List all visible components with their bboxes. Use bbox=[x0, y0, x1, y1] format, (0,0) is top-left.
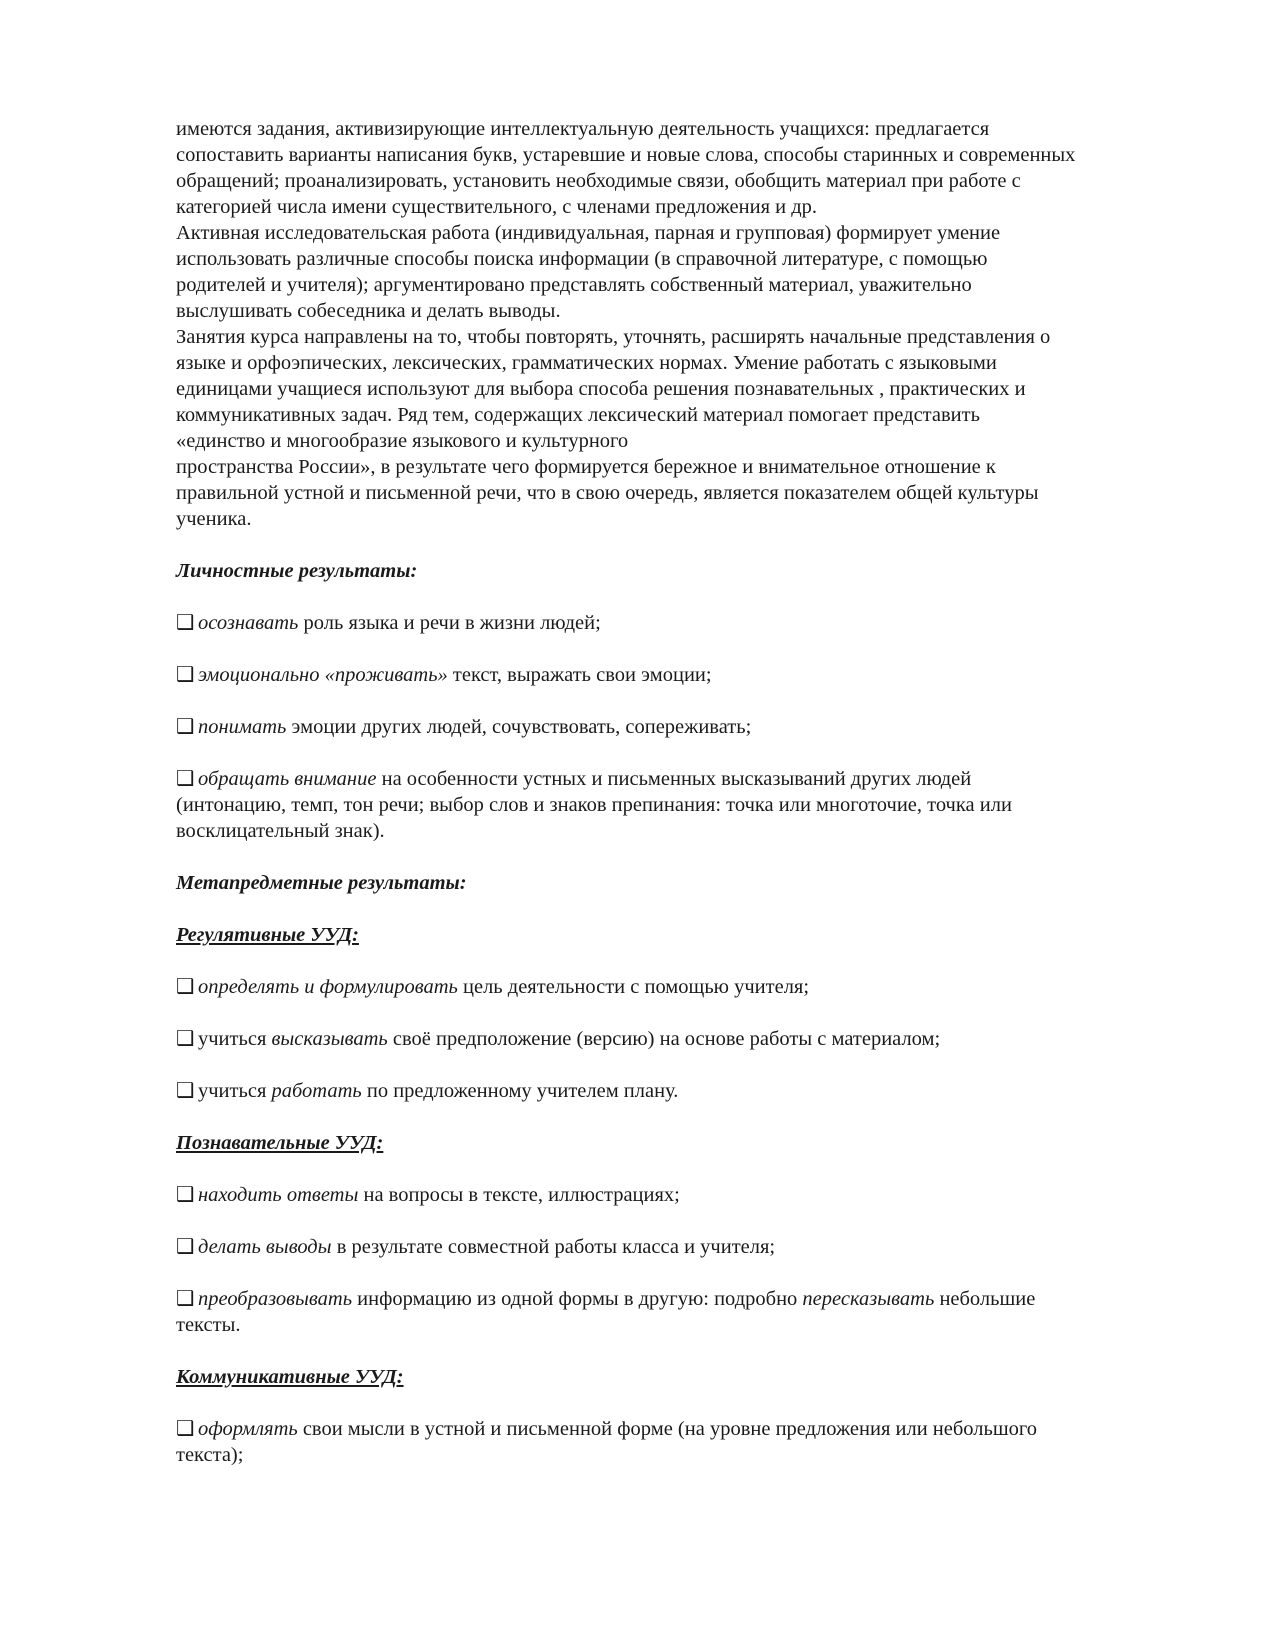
item-emphasis: делать выводы bbox=[198, 1236, 332, 1258]
text-line: имеются задания, активизирующие интеллектуальную деятельность учащихся: предлагается bbox=[176, 118, 990, 140]
item-emphasis: определять и формулировать bbox=[198, 976, 458, 998]
document-page bbox=[176, 116, 1186, 1468]
text-line: Активная исследовательская работа (индивидуальная, парная и групповая) формирует умение bbox=[176, 222, 1001, 244]
item-prefix: учиться bbox=[198, 1028, 272, 1050]
item-text: текст, выражать свои эмоции; bbox=[447, 664, 712, 686]
item-text: своё предположение (версию) на основе работы с материалом; bbox=[387, 1028, 941, 1050]
checkbox-bullet-icon: ❑ bbox=[176, 716, 195, 738]
item-emphasis: пересказывать bbox=[802, 1288, 935, 1310]
item-emphasis: работать bbox=[271, 1080, 362, 1102]
text-line: сопоставить варианты написания букв, устаревшие и новые слова, способы старинных и современных bbox=[176, 144, 1076, 166]
item-continuation: текста); bbox=[176, 1444, 244, 1466]
text-line: родителей и учителя); аргументировано представлять собственный материал, уважительно bbox=[176, 274, 972, 296]
text-line: обращений; проанализировать, установить необходимые связи, обобщить материал при работе с bbox=[176, 170, 1021, 192]
checkbox-bullet-icon: ❑ bbox=[176, 1080, 195, 1102]
communicative-heading: Коммуникативные УУД: bbox=[176, 1366, 404, 1388]
text-line: категорией числа имени существительного, с членами предложения и др. bbox=[176, 196, 818, 218]
item-emphasis: высказывать bbox=[271, 1028, 388, 1050]
item-emphasis: обращать внимание bbox=[198, 768, 377, 790]
item-text: на вопросы в тексте, иллюстрациях; bbox=[358, 1184, 680, 1206]
item-text: по предложенному учителем плану. bbox=[361, 1080, 679, 1102]
item-text: в результате совместной работы класса и учителя; bbox=[331, 1236, 776, 1258]
item-emphasis: понимать bbox=[198, 716, 287, 738]
item-text: эмоции других людей, сочувствовать, сопереживать; bbox=[286, 716, 752, 738]
item-text: небольшие bbox=[934, 1288, 1036, 1310]
list-item bbox=[176, 714, 1186, 740]
list-item bbox=[176, 1078, 1186, 1104]
item-emphasis: эмоционально «проживать» bbox=[198, 664, 448, 686]
list-item bbox=[176, 1234, 1186, 1260]
checkbox-bullet-icon: ❑ bbox=[176, 1418, 195, 1440]
item-continuation: (интонацию, темп, тон речи; выбор слов и знаков препинания: точка или многоточие, точка или bbox=[176, 794, 1012, 816]
list-item bbox=[176, 662, 1186, 688]
text-line: использовать различные способы поиска информации (в справочной литературе, с помощью bbox=[176, 248, 988, 270]
item-continuation: тексты. bbox=[176, 1314, 241, 1336]
item-text: информацию из одной формы в другую: подробно bbox=[352, 1288, 803, 1310]
item-text: цель деятельности с помощью учителя; bbox=[457, 976, 810, 998]
item-text: свои мысли в устной и письменной форме (на уровне предложения или небольшого bbox=[297, 1418, 1038, 1440]
list-item bbox=[176, 610, 1186, 636]
item-text: на особенности устных и письменных высказываний других людей bbox=[376, 768, 972, 790]
item-emphasis: оформлять bbox=[198, 1418, 298, 1440]
checkbox-bullet-icon: ❑ bbox=[176, 1184, 195, 1206]
item-prefix: учиться bbox=[198, 1080, 272, 1102]
cognitive-heading: Познавательные УУД: bbox=[176, 1132, 384, 1154]
checkbox-bullet-icon: ❑ bbox=[176, 1028, 195, 1050]
list-item bbox=[176, 766, 1186, 844]
text-line: выслушивать собеседника и делать выводы. bbox=[176, 300, 561, 322]
text-line: пространства России», в результате чего формируется бережное и внимательное отношение к bbox=[176, 456, 996, 478]
meta-results-heading: Метапредметные результаты: bbox=[176, 872, 467, 894]
list-item bbox=[176, 1182, 1186, 1208]
personal-results-heading: Личностные результаты: bbox=[176, 560, 418, 582]
checkbox-bullet-icon: ❑ bbox=[176, 664, 195, 686]
item-emphasis: преобразовывать bbox=[198, 1288, 353, 1310]
text-line: Занятия курса направлены на то, чтобы повторять, уточнять, расширять начальные представления о bbox=[176, 326, 1051, 348]
intro-paragraph bbox=[176, 116, 1186, 532]
list-item bbox=[176, 1416, 1186, 1468]
checkbox-bullet-icon: ❑ bbox=[176, 976, 195, 998]
text-line: языке и орфоэпических, лексических, грамматических нормах. Умение работать с языковыми bbox=[176, 352, 997, 374]
checkbox-bullet-icon: ❑ bbox=[176, 1288, 195, 1310]
text-line: коммуникативных задач. Ряд тем, содержащих лексический материал помогает представить bbox=[176, 404, 980, 426]
text-line: единицами учащиеся используют для выбора способа решения познавательных , практических и bbox=[176, 378, 1026, 400]
item-text: роль языка и речи в жизни людей; bbox=[298, 612, 601, 634]
checkbox-bullet-icon: ❑ bbox=[176, 1236, 195, 1258]
list-item bbox=[176, 1286, 1186, 1338]
item-emphasis: осознавать bbox=[198, 612, 299, 634]
text-line: правильной устной и письменной речи, что в свою очередь, является показателем общей культуры bbox=[176, 482, 1039, 504]
item-continuation: восклицательный знак). bbox=[176, 820, 385, 842]
checkbox-bullet-icon: ❑ bbox=[176, 768, 195, 790]
checkbox-bullet-icon: ❑ bbox=[176, 612, 195, 634]
list-item bbox=[176, 974, 1186, 1000]
text-line: «единство и многообразие языкового и культурного bbox=[176, 430, 629, 452]
regulative-heading: Регулятивные УУД: bbox=[176, 924, 359, 946]
text-line: ученика. bbox=[176, 508, 252, 530]
list-item bbox=[176, 1026, 1186, 1052]
item-emphasis: находить ответы bbox=[198, 1184, 359, 1206]
